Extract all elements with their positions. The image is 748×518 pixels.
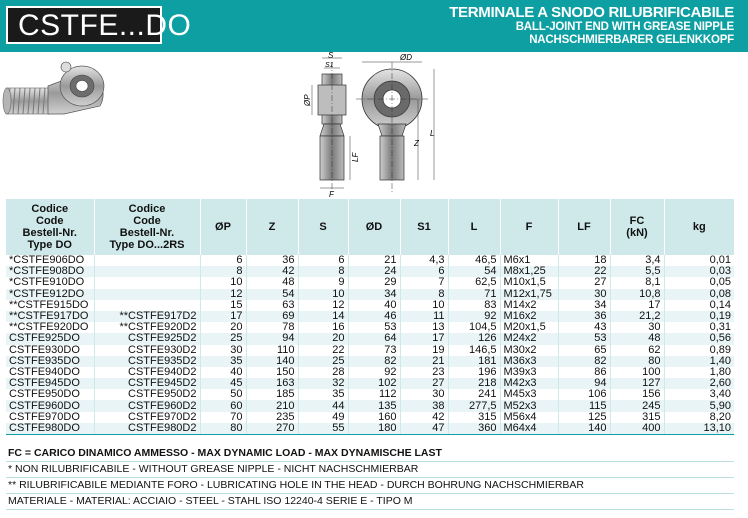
table-cell: 11 [400,311,448,322]
table-cell: 0,31 [709,321,731,334]
table-cell: 6 [298,255,348,266]
table-cell: M30x2 [500,345,558,356]
title-italian: TERMINALE A SNODO RILUBRIFICABILE [449,4,734,21]
table-cell: 19 [400,345,448,356]
table-row [6,322,734,333]
table-header-row [6,199,734,255]
table-body [6,255,734,435]
table-cell: *CSTFE906DO [6,255,94,266]
table-cell: 3,4 [610,255,664,266]
table-cell: 180 [348,423,400,435]
front-view [356,53,434,192]
table-cell: 36 [246,255,298,266]
table-cell: CSTFE925D2 [94,333,200,344]
table-cell: M10x1,5 [500,277,558,288]
table-cell: 156 [610,389,664,400]
table-cell: 163 [246,378,298,389]
table-cell: 315 [448,412,500,423]
table-cell: 10 [298,289,348,300]
table-row [6,400,734,411]
table-cell: 235 [246,412,298,423]
table-cell: CSTFE970DO [6,412,94,423]
column-header: ØP [200,199,246,255]
table-cell: 245 [610,400,664,411]
table-cell: 16 [298,322,348,333]
table-cell: 35 [200,356,246,367]
table-cell: 140 [558,423,610,435]
dim-f: F [329,190,334,198]
table-cell: CSTFE940D2 [94,367,200,378]
table-cell: 5,90 [664,400,734,411]
table-cell: M52x3 [500,400,558,411]
table-cell: 53 [558,333,610,344]
table-row [6,300,734,311]
table-cell: 23 [400,367,448,378]
table-cell: 42 [246,266,298,277]
column-header: Codice Code Bestell-Nr. Type DO...2RS [94,199,200,255]
table-cell: 62,5 [448,277,500,288]
table-cell: 0,89 [709,343,731,356]
table-cell: 3,40 [709,388,731,401]
table-cell: 80 [610,356,664,367]
table-row [6,378,734,389]
table-cell: 146,5 [448,345,500,356]
table-cell: 34 [348,289,400,300]
table-cell: 9 [298,277,348,288]
table-cell: 25 [200,333,246,344]
dim-lf: LF [351,152,360,162]
table-cell: 0,56 [664,333,734,344]
column-header: S [298,199,348,255]
table-cell: 71 [448,289,500,300]
table-cell: **CSTFE917D2 [94,311,200,322]
table-cell: CSTFE960D2 [94,400,200,411]
table-cell: M6x1 [500,255,558,266]
table-cell: 34 [558,300,610,311]
side-view [303,52,360,198]
table-cell: CSTFE925DO [6,333,94,344]
table-cell: 8,20 [709,410,731,423]
table-cell: 135 [348,400,400,411]
table-cell: 55 [298,423,348,435]
title-german: NACHSCHMIERBARER GELENKKOPF [529,34,734,46]
table-row [6,356,734,367]
product-code: CSTFE...DO [6,6,162,44]
table-cell: 22 [558,266,610,277]
table-cell: 48 [246,277,298,288]
table-cell: 18 [558,255,610,266]
table-cell: 5,5 [610,266,664,277]
table-cell: 21 [348,255,400,266]
table-cell: 42 [400,412,448,423]
table-cell: 83 [448,300,500,311]
dim-s: S [328,52,334,60]
table-cell: 0,03 [664,266,734,277]
dim-od: ØD [400,53,412,62]
table-cell: 127 [610,378,664,389]
table-row [6,289,734,300]
table-cell: CSTFE940DO [6,367,94,378]
table-cell: 54 [246,289,298,300]
table-cell: CSTFE930D2 [94,345,200,356]
table-cell [94,277,200,288]
dim-l: L [430,129,435,138]
dimensions-table [6,199,734,435]
table-cell: 30 [200,345,246,356]
table-cell: *CSTFE910DO [6,277,94,288]
table-cell: 46 [348,311,400,322]
table-cell: M20x1,5 [500,322,558,333]
product-illustration [3,62,104,114]
table-cell: 125 [558,412,610,423]
dim-op: ØP [303,94,312,106]
technical-drawing [0,52,748,198]
table-cell: 25 [298,356,348,367]
table-cell: 20 [200,322,246,333]
column-header: kg [664,199,734,255]
table-cell: 104,5 [448,322,500,333]
table-cell: 60 [200,400,246,411]
table-cell: 13 [400,322,448,333]
table-cell: 38 [400,400,448,411]
table-cell: M14x2 [500,300,558,311]
table-cell: 15 [200,300,246,311]
table-cell: 8 [400,289,448,300]
table-cell: 360 [448,423,500,435]
table-cell: 0,14 [709,298,731,311]
title-block [449,5,734,47]
table-row [6,367,734,378]
table-cell: CSTFE980D2 [94,423,200,435]
table-cell: 53 [348,322,400,333]
table-cell: CSTFE945DO [6,378,94,389]
table-cell: 0,01 [709,254,731,267]
table-row [6,255,734,266]
column-header: ØD [348,199,400,255]
table-row [6,412,734,423]
table-cell: **CSTFE920D2 [94,322,200,333]
table-cell: 7 [400,277,448,288]
table-cell: 30 [558,289,610,300]
table-cell: 2,60 [664,378,734,389]
table-cell: CSTFE970D2 [94,412,200,423]
table-cell: 21,2 [610,311,664,322]
column-header: Z [246,199,298,255]
table-cell: 196 [448,367,500,378]
table-cell: 150 [246,367,298,378]
table-cell: 112 [348,389,400,400]
column-header: S1 [400,199,448,255]
table-cell: 48 [610,333,664,344]
table-cell: 64 [348,333,400,344]
column-header: L [448,199,500,255]
table-cell: 86 [558,367,610,378]
table-cell: 70 [200,412,246,423]
column-header: Codice Code Bestell-Nr. Type DO [6,199,94,255]
table-cell: 24 [348,266,400,277]
table-cell: 35 [298,389,348,400]
table-cell: 185 [246,389,298,400]
table-cell: 10 [200,277,246,288]
table-cell: M45x3 [500,389,558,400]
table-cell: 94 [558,378,610,389]
table-cell: M36x3 [500,356,558,367]
table-cell: M8x1,25 [500,266,558,277]
table-cell: 94 [246,333,298,344]
table-cell: 277,5 [448,400,500,411]
table-cell: CSTFE980DO [6,423,94,435]
note-fc: FC = CARICO DINAMICO AMMESSO - MAX DYNAMIC LOAD - MAX DYNAMISCHE LAST [6,446,734,462]
table-cell: M64x4 [500,423,558,435]
table-cell: 30 [400,389,448,400]
table-cell: 6 [400,266,448,277]
table-row [6,389,734,400]
table-cell: 17 [400,333,448,344]
table-cell: CSTFE960DO [6,400,94,411]
table-cell: 0,05 [709,276,731,289]
table-cell: 14 [298,311,348,322]
table-cell: 40 [200,367,246,378]
table-cell: 0,08 [664,289,734,300]
table-cell: 17 [200,311,246,322]
note-double-star: ** RILUBRIFICABILE MEDIANTE FORO - LUBRICATING HOLE IN THE HEAD - DURCH BOHRUNG NACHSCHMIERBAR [6,478,734,494]
header-bar [0,0,748,52]
table-cell: 110 [246,345,298,356]
table-cell: 50 [200,389,246,400]
table-cell: 6 [200,255,246,266]
table-cell: 8 [298,266,348,277]
note-single-star: * NON RILUBRIFICABILE - WITHOUT GREASE NIPPLE - NICHT NACHSCHMIERBAR [6,462,734,478]
table-cell: 45 [200,378,246,389]
table-cell: 12 [298,300,348,311]
table-cell: 218 [448,378,500,389]
table-cell: 27 [558,277,610,288]
table-cell: 10 [400,300,448,311]
table-cell: M39x3 [500,367,558,378]
table-cell: 102 [348,378,400,389]
table-cell: 210 [246,400,298,411]
table-cell: 92 [448,311,500,322]
table-cell: 44 [298,400,348,411]
table-cell: 78 [246,322,298,333]
table-cell: *CSTFE912DO [6,289,94,300]
table-cell: 69 [246,311,298,322]
table-cell: **CSTFE917DO [6,311,94,322]
table-cell: CSTFE930DO [6,345,94,356]
table-cell: 27 [400,378,448,389]
table-cell: 106 [558,389,610,400]
table-cell: 62 [610,345,664,356]
table-cell: 36 [558,311,610,322]
table-row [6,266,734,277]
table-cell: 0,19 [664,311,734,322]
table-cell: CSTFE950D2 [94,389,200,400]
column-header: LF [558,199,610,255]
table-cell: 400 [610,423,664,435]
table-cell: 30 [610,322,664,333]
column-header: F [500,199,558,255]
table-cell: M42x3 [500,378,558,389]
table-cell: 315 [610,412,664,423]
table-row [6,277,734,288]
table-cell: 241 [448,389,500,400]
notes-block [6,446,734,510]
dim-s1: S1 [325,62,334,69]
table-cell: 100 [610,367,664,378]
table-row [6,423,734,435]
table-cell [94,255,200,266]
table-cell: M56x4 [500,412,558,423]
table-cell: 32 [298,378,348,389]
table-cell: 181 [448,356,500,367]
table-cell: CSTFE935DO [6,356,94,367]
threaded-shank [3,88,50,114]
table-row [6,333,734,344]
table-cell: CSTFE950DO [6,389,94,400]
table-cell: 4,3 [400,255,448,266]
table-cell: 22 [298,345,348,356]
table-cell: 1,40 [664,356,734,367]
table-cell: CSTFE935D2 [94,356,200,367]
table-cell: 82 [348,356,400,367]
table-cell: 28 [298,367,348,378]
table-cell: 65 [558,345,610,356]
table-cell: 73 [348,345,400,356]
table-cell: 20 [298,333,348,344]
table-cell: 8 [200,266,246,277]
table-cell: 17 [610,300,664,311]
table-row [6,345,734,356]
table-cell: 54 [448,266,500,277]
table-cell: 92 [348,367,400,378]
table-cell: *CSTFE908DO [6,266,94,277]
table-cell: M24x2 [500,333,558,344]
table-cell: 140 [246,356,298,367]
table-cell: 8,1 [610,277,664,288]
table-cell: 270 [246,423,298,435]
table-cell [94,289,200,300]
column-header: FC (kN) [610,199,664,255]
table-row [6,311,734,322]
table-cell: 160 [348,412,400,423]
table-cell: 10,8 [610,289,664,300]
table-cell: 1,80 [709,365,731,378]
note-material: MATERIALE - MATERIAL: ACCIAIO - STEEL - STAHL ISO 12240-4 SERIE E - TIPO M [6,494,734,510]
table-cell: 49 [298,412,348,423]
table-cell: 13,10 [664,423,734,435]
table-cell: M12x1,75 [500,289,558,300]
table-cell: 47 [400,423,448,435]
table-cell: M16x2 [500,311,558,322]
table-cell: 40 [348,300,400,311]
grease-nipple [61,62,71,72]
table-cell: 43 [558,322,610,333]
table-cell: **CSTFE915DO [6,300,94,311]
table-cell [94,266,200,277]
table-cell: 82 [558,356,610,367]
table-cell: 63 [246,300,298,311]
table-cell: 115 [558,400,610,411]
title-english: BALL-JOINT END WITH GREASE NIPPLE [515,21,734,33]
table-cell: 46,5 [448,255,500,266]
table-cell: 126 [448,333,500,344]
dim-z: Z [414,139,419,148]
table-cell: 12 [200,289,246,300]
table-cell: 21 [400,356,448,367]
table-cell: 80 [200,423,246,435]
table-cell: **CSTFE920DO [6,322,94,333]
table-cell: CSTFE945D2 [94,378,200,389]
table-cell: 29 [348,277,400,288]
